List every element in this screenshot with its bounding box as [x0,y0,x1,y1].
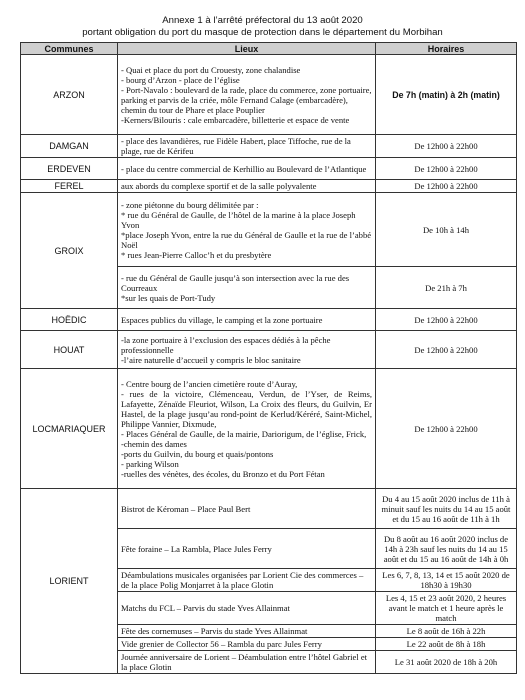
lieu-lorient: Déambulations musicales organisées par Lorient Cie des commerces – de la place Polig Monjarret à la place Glotin [118,569,376,592]
lieu-line: - Centre bourg de l’ancien cimetière route d’Auray, [121,378,298,389]
table-row-houat [21,331,517,369]
horaire-ferel: De 12h00 à 22h00 [376,180,517,193]
lieu-line: Espaces publics du village, le camping et la zone portuaire [121,314,323,325]
lieux-ferel [118,180,376,193]
lieu-lorient: Journée anniversaire de Lorient – Déambulation entre l’hôtel Gabriel et la place Glotin [118,651,376,674]
table-row-ferel [21,180,517,193]
lieux-locmariaquer [118,369,376,489]
commune-erdeven: ERDEVEN [21,158,118,180]
commune-lorient: LORIENT [21,489,118,674]
lieu-line: -ruelles des vénètes, des écoles, du Bronzo et du Port Fétan [121,468,325,479]
lieux-erdeven [118,158,376,180]
lieu-lorient: Vide grenier de Collector 56 – Rambla du parc Jules Ferry [118,638,376,651]
commune-houat: HOUAT [21,331,118,369]
lieu-line: aux abords du complexe sportif et de la salle polyvalente [121,181,317,191]
table-row-damgan [21,135,517,158]
horaire-groix-b: De 21h à 7h [376,267,517,309]
lieu-line: -chemin des dames [121,438,187,449]
lieu-line: * rue du Général de Gaulle, de l’hôtel de la marine à la place Joseph Yvon [121,209,356,230]
table-row-groix-a [21,193,517,267]
horaire-hoedic: De 12h00 à 22h00 [376,309,517,331]
horaire-houat: De 12h00 à 22h00 [376,331,517,369]
commune-arzon: ARZON [21,55,118,135]
lieu-line: - zone piétonne du bourg délimitée par : [121,199,259,210]
lieu-lorient: Bistrot de Kéroman – Place Paul Bert [118,489,376,529]
document-title [0,0,525,39]
lieu-line: - rues de la victoire, Clémenceau, Verdun, de l’Yser, de Reims, Lafayette, Zénaïde Fleuriot, Wilson, La Croix des fleurs, du Guilvin, Er Hastel, de la plage jusqu’au rond-point de Kerlud/Kéréré, Saint-Michel, Philippe Vannier, Dixmude, [121,388,372,429]
lieu-lorient: Fête des cornemuses – Parvis du stade Yves Allainmat [118,625,376,638]
lieu-lorient: Fête foraine – La Rambla, Place Jules Ferry [118,529,376,569]
lieu-line: - Port-Navalo : boulevard de la rade, place du commerce, zone portuaire, parking et parvis de la criée, môle Fernand Calage (embarcadère), chemin du tour de Phare et place Pouplier [121,84,372,115]
horaire-erdeven: De 12h00 à 22h00 [376,158,517,180]
commune-groix: GROIX [21,193,118,309]
table-header-row [21,43,517,55]
commune-locmariaquer: LOCMARIAQUER [21,369,118,489]
header-communes: Communes [21,43,118,55]
lieu-line: -ports du Guilvin, du bourg et quais/pontons [121,448,274,459]
mask-obligation-table [20,42,517,674]
lieu-line: -Kerners/Bilouris : cale embarcadère, billetterie et espace de vente [121,114,350,125]
horaire-locmariaquer: De 12h00 à 22h00 [376,369,517,489]
lieu-lorient: Matchs du FCL – Parvis du stade Yves Allainmat [118,592,376,625]
lieu-line: - place du centre commercial de Kerhillio au Boulevard de l’Atlantique [121,163,367,174]
horaire-lorient: Les 6, 7, 8, 13, 14 et 15 août 2020 de 18h30 à 19h30 [376,569,517,592]
commune-hoedic: HOËDIC [21,309,118,331]
lieu-line: - Places Général de Gaulle, de la mairie, Dariorigum, de l’église, Frick, [121,428,367,439]
lieux-arzon [118,55,376,135]
horaire-lorient: Le 31 août 2020 de 18h à 20h [376,651,517,674]
horaire-lorient: Les 4, 15 et 23 août 2020, 2 heures avant le match et 1 heure après le match [376,592,517,625]
horaire-lorient: Du 4 au 15 août 2020 inclus de 11h à minuit sauf les nuits du 14 au 15 août et du 15 au 16 août de 11h à 1h [376,489,517,529]
lieu-line: - bourg d’Arzon - place de l’église [121,74,240,85]
horaire-groix-a: De 10h à 14h [376,193,517,267]
lieu-line: * rues Jean-Pierre Calloc’h et du presbytère [121,249,272,260]
lieu-line: - parking Wilson [121,458,179,469]
commune-ferel: FEREL [21,180,118,193]
table-row-erdeven [21,158,517,180]
lieux-damgan [118,135,376,158]
horaire-arzon: De 7h (matin) à 2h (matin) [376,55,517,135]
commune-damgan: DAMGAN [21,135,118,158]
horaire-lorient: Le 8 août de 16h à 22h [376,625,517,638]
title-line-2: portant obligation du port du masque de protection dans le département du Morbihan [82,27,443,38]
horaire-lorient: Le 22 août de 8h à 18h [376,638,517,651]
lieu-line: - place des lavandières, rue Fidèle Habert, place Tiffoche, rue de la plage, rue de Kérifeu [121,136,351,156]
lieu-line: -l’aire naturelle d’accueil y compris le bloc sanitaire [121,354,301,365]
table-row-lorient-1 [21,489,517,529]
lieu-line: - Quai et place du port du Crouesty, zone chalandise [121,64,301,75]
table-row-locmariaquer [21,369,517,489]
lieu-line: -la zone portuaire à l’exclusion des espaces dédiés à la pêche professionnelle [121,334,331,355]
lieux-groix-a [118,193,376,267]
lieu-line: *sur les quais de Port-Tudy [121,292,216,303]
lieux-groix-b [118,267,376,309]
horaire-damgan: De 12h00 à 22h00 [376,135,517,158]
title-line-1: Annexe 1 à l’arrêté préfectoral du 13 août 2020 [162,15,363,26]
lieux-houat [118,331,376,369]
header-lieux: Lieux [118,43,376,55]
horaire-lorient: Du 8 août au 16 août 2020 inclus de 14h à 23h sauf les nuits du 14 au 15 août et du 15 au 16 août de 14h à 0h [376,529,517,569]
lieu-line: - rue du Général de Gaulle jusqu’à son intersection avec la rue des Courreaux [121,272,350,293]
lieux-hoedic [118,309,376,331]
table-row-hoedic [21,309,517,331]
lieu-line: *place Joseph Yvon, entre la rue du Général de Gaulle et la rue de l’abbé Noël [121,229,372,250]
header-horaires: Horaires [376,43,517,55]
table-row-arzon [21,55,517,135]
